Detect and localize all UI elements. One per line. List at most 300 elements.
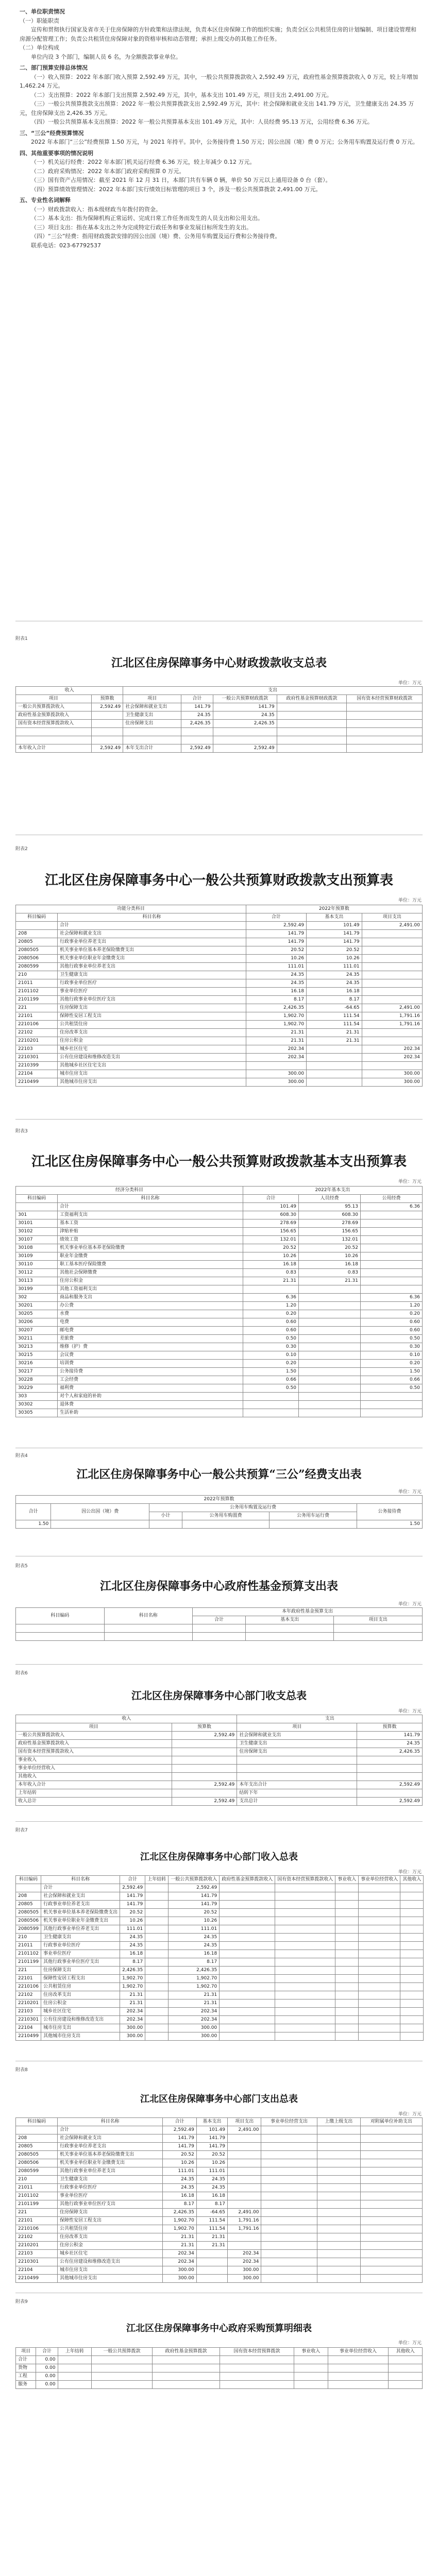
table-cell bbox=[389, 2381, 423, 2389]
column-header: 一般公共预算拨款 bbox=[92, 2348, 153, 2356]
table-row bbox=[16, 1773, 423, 1781]
unit-label: 单位：万元 bbox=[398, 2341, 422, 2346]
table-cell bbox=[360, 2275, 422, 2283]
table-cell: 2,592.49 bbox=[91, 703, 123, 711]
table-cell: 1,902.70 bbox=[120, 1983, 145, 1991]
divider bbox=[15, 1664, 423, 1665]
table-cell: 0.00 bbox=[36, 2372, 58, 2381]
table-cell bbox=[145, 1967, 169, 1975]
table-cell: 工程 bbox=[16, 2372, 36, 2381]
table-cell: 300.00 bbox=[169, 2032, 220, 2041]
table-cell bbox=[145, 1942, 169, 1950]
table-cell: 2080505 bbox=[16, 946, 58, 955]
table-cell: 22103 bbox=[16, 2250, 58, 2258]
table-cell bbox=[359, 1958, 400, 1967]
table-cell: 本年支出合计 bbox=[123, 744, 181, 753]
table-cell: 0.60 bbox=[360, 1327, 422, 1335]
table-cell bbox=[294, 2356, 328, 2364]
table-cell: 2,491.00 bbox=[362, 1004, 422, 1012]
table-cell: 30207 bbox=[16, 1327, 58, 1335]
table-9 bbox=[15, 2347, 423, 2389]
table-cell: 30302 bbox=[16, 1401, 58, 1409]
table-cell bbox=[360, 2200, 422, 2209]
table-cell: 生活补助 bbox=[58, 1409, 243, 1417]
table-cell: 其他行政事业单位养老支出 bbox=[41, 1925, 120, 1934]
table-cell bbox=[317, 2167, 360, 2176]
column-header: 其他收入 bbox=[389, 2348, 423, 2356]
table-row bbox=[16, 1376, 423, 1384]
column-header: 科目名称 bbox=[58, 1195, 243, 1203]
table-cell: 住房公积金 bbox=[41, 1999, 120, 2008]
table-row bbox=[16, 988, 423, 996]
table-cell bbox=[196, 2266, 227, 2275]
table-cell bbox=[227, 2192, 261, 2200]
table-cell: 城乡社区住宅 bbox=[41, 2008, 120, 2016]
table-cell bbox=[261, 2200, 317, 2209]
table-cell bbox=[145, 1925, 169, 1934]
table-cell bbox=[347, 711, 423, 720]
table-cell bbox=[152, 2356, 220, 2364]
table-cell: 141.79 bbox=[169, 1901, 220, 1909]
paragraph: 2022 年本部门“三公”经费预算 1.50 万元，与 2021 年持平。其中，公务接待费 1.50 万元；因公出国（境）费 0 万元；公务用车购置及运行费 0 万元。 bbox=[31, 139, 418, 145]
table-label: 附表6 bbox=[15, 1671, 28, 1676]
table-cell bbox=[335, 1901, 359, 1909]
table-cell bbox=[261, 2134, 317, 2143]
table-row bbox=[16, 2266, 423, 2275]
table-label: 附表9 bbox=[15, 2299, 28, 2304]
table-cell bbox=[360, 1401, 422, 1409]
table-cell: 其他工资福利支出 bbox=[58, 1285, 243, 1294]
table-cell bbox=[220, 2008, 275, 2016]
table-cell bbox=[245, 1624, 334, 1633]
table-cell bbox=[335, 1942, 359, 1950]
table-cell bbox=[400, 1967, 424, 1975]
table-cell: -64.65 bbox=[196, 2209, 227, 2217]
table-cell bbox=[220, 1917, 275, 1925]
table-cell bbox=[400, 1884, 424, 1892]
table-label: 附表4 bbox=[15, 1453, 28, 1459]
column-group-header: 2022年预算数 bbox=[16, 1496, 423, 1504]
table-cell bbox=[347, 720, 423, 728]
table-cell: 机关事业单位基本养老保险缴费支出 bbox=[58, 946, 246, 955]
table-cell: 邮电费 bbox=[58, 1327, 243, 1335]
column-header: 合计 bbox=[36, 2348, 58, 2356]
table-cell bbox=[16, 728, 92, 736]
table-row bbox=[16, 728, 423, 736]
table-cell bbox=[196, 2258, 227, 2266]
table-cell bbox=[275, 1892, 335, 1901]
table-cell bbox=[145, 1901, 169, 1909]
table-cell bbox=[359, 1884, 400, 1892]
table-cell bbox=[317, 2176, 360, 2184]
table-cell: 30228 bbox=[16, 1376, 58, 1384]
table-cell: 202.34 bbox=[246, 1045, 306, 1054]
table-cell bbox=[389, 2364, 423, 2372]
table-cell: 300.00 bbox=[227, 2275, 261, 2283]
table-cell: 公务接待费 bbox=[58, 1368, 243, 1376]
table-cell bbox=[335, 1934, 359, 1942]
table-cell: 0.83 bbox=[298, 1269, 360, 1277]
table-cell: 21011 bbox=[16, 1942, 41, 1950]
table-cell: 电费 bbox=[58, 1318, 243, 1327]
table-cell bbox=[58, 2381, 92, 2389]
unit-label: 单位：万元 bbox=[398, 1870, 422, 1875]
table-cell bbox=[220, 1934, 275, 1942]
section-heading: 五、专业性名词解释 bbox=[20, 197, 71, 204]
paragraph: （三）一般公共预算拨款支出预算：2022 年一般公共预算拨款支出 2,592.49 万元，其中：社会保障和就业支出 141.79 万元，卫生健康支出 24.35 万元，住房保障支出 2,426.35 万元。 bbox=[20, 100, 414, 116]
table-cell: 24.35 bbox=[169, 1934, 220, 1942]
table-cell bbox=[335, 1975, 359, 1983]
table-cell: 24.35 bbox=[357, 1740, 423, 1748]
table-cell: 其他收入 bbox=[16, 1773, 172, 1781]
table-cell bbox=[357, 1789, 423, 1798]
table-cell bbox=[145, 1983, 169, 1991]
table-cell: 111.01 bbox=[246, 963, 306, 971]
table-cell bbox=[360, 1269, 422, 1277]
table-title: 江北区住房保障事务中心一般公共预算财政拨款支出预算表 bbox=[44, 873, 393, 888]
table-cell: 0.20 bbox=[243, 1360, 298, 1368]
table-cell: 公共租赁住房 bbox=[58, 1021, 246, 1029]
table-row bbox=[16, 1958, 424, 1967]
table-cell: 0.10 bbox=[243, 1351, 298, 1360]
column-header: 预算数 bbox=[172, 1723, 237, 1732]
column-group-header: 经济分类科目 bbox=[16, 1187, 243, 1195]
table-cell: 1,791.16 bbox=[227, 2217, 261, 2225]
table-cell: 202.34 bbox=[120, 2008, 145, 2016]
table-cell bbox=[360, 1236, 422, 1244]
table-cell: 0.30 bbox=[243, 1343, 298, 1351]
table-cell: 300.00 bbox=[120, 2024, 145, 2032]
table-cell: 2101199 bbox=[16, 1958, 41, 1967]
table-cell bbox=[220, 1892, 275, 1901]
table-cell: 21.31 bbox=[196, 2242, 227, 2250]
table-cell bbox=[298, 1409, 360, 1417]
table-cell: 一般公共预算拨款收入 bbox=[16, 703, 92, 711]
table-cell: 141.79 bbox=[169, 1892, 220, 1901]
table-cell: 156.65 bbox=[298, 1228, 360, 1236]
table-cell: 一般公共预算拨款收入 bbox=[16, 1732, 172, 1740]
table-cell: 22101 bbox=[16, 2217, 58, 2225]
table-cell bbox=[277, 744, 346, 753]
table-cell: 0.50 bbox=[360, 1335, 422, 1343]
table-cell bbox=[357, 1773, 423, 1781]
table-cell: 机关事业单位职业年金缴费支出 bbox=[58, 955, 246, 963]
table-cell bbox=[359, 2024, 400, 2032]
table-cell: 合计 bbox=[41, 1884, 120, 1892]
table-cell: 0.20 bbox=[360, 1360, 422, 1368]
column-header: 一般公共预算拨款收入 bbox=[169, 1876, 220, 1884]
table-cell: 社会保障和就业支出 bbox=[58, 930, 246, 938]
table-cell: 0.10 bbox=[360, 1351, 422, 1360]
table-cell: 国有资本经营预算拨款收入 bbox=[16, 720, 92, 728]
table-cell bbox=[237, 1756, 357, 1765]
table-cell: 国有资本经营预算拨款收入 bbox=[16, 1748, 172, 1756]
table-cell: 0.66 bbox=[360, 1376, 422, 1384]
table-cell: 津贴补贴 bbox=[58, 1228, 243, 1236]
table-cell bbox=[360, 2184, 422, 2192]
table-cell: 30217 bbox=[16, 1368, 58, 1376]
table-cell: 30213 bbox=[16, 1343, 58, 1351]
table-cell bbox=[277, 711, 346, 720]
table-cell: 事业单位医疗 bbox=[41, 1950, 120, 1958]
table-cell: 2,592.49 bbox=[91, 744, 123, 753]
table-row bbox=[16, 1062, 423, 1070]
table-cell: 住房公积金 bbox=[58, 1277, 243, 1285]
table-row bbox=[16, 2258, 423, 2266]
table-row bbox=[16, 711, 423, 720]
divider bbox=[15, 1119, 423, 1120]
table-row bbox=[16, 1991, 424, 1999]
table-cell: 住房保障支出 bbox=[41, 1967, 120, 1975]
table-row bbox=[16, 703, 423, 711]
table-cell bbox=[261, 2143, 317, 2151]
table-row bbox=[16, 1318, 423, 1327]
table-cell: 合计 bbox=[58, 1203, 243, 1211]
table-cell bbox=[261, 2209, 317, 2217]
table-cell: 208 bbox=[16, 1892, 41, 1901]
column-header: 公务用车购置费 bbox=[182, 1512, 269, 1520]
table-cell: 202.34 bbox=[227, 2258, 261, 2266]
table-cell bbox=[58, 2372, 92, 2381]
table-cell bbox=[58, 2356, 92, 2364]
table-cell: 2,426.35 bbox=[169, 1967, 220, 1975]
table-cell: 2,592.49 bbox=[181, 744, 213, 753]
table-cell bbox=[16, 922, 58, 930]
table-row bbox=[16, 946, 423, 955]
table-cell bbox=[145, 1909, 169, 1917]
table-cell: 141.79 bbox=[307, 938, 362, 946]
table-cell: 社会保障和就业支出 bbox=[237, 1732, 357, 1740]
table-8 bbox=[15, 2117, 423, 2283]
table-cell bbox=[58, 2364, 92, 2372]
column-header: 科目名称 bbox=[41, 1876, 120, 1884]
unit-label: 单位：万元 bbox=[398, 2112, 422, 2117]
table-cell bbox=[360, 1252, 422, 1261]
column-header: 科目编码 bbox=[16, 2118, 58, 2126]
section-heading: 一、单位职责情况 bbox=[20, 8, 65, 15]
table-cell bbox=[220, 1967, 275, 1975]
table-cell: 30206 bbox=[16, 1318, 58, 1327]
table-cell: 事业单位医疗 bbox=[58, 988, 246, 996]
table-cell bbox=[317, 2233, 360, 2242]
column-header: 合计 bbox=[193, 1616, 246, 1624]
table-cell bbox=[328, 2364, 389, 2372]
table-cell bbox=[294, 2381, 328, 2389]
table-cell bbox=[360, 2151, 422, 2159]
table-cell: 608.30 bbox=[298, 1211, 360, 1219]
table-cell bbox=[298, 1302, 360, 1310]
table-cell: 2,426.35 bbox=[213, 720, 277, 728]
table-cell: 本年支出合计 bbox=[237, 1781, 357, 1789]
table-cell: 2080599 bbox=[16, 963, 58, 971]
table-cell: 30211 bbox=[16, 1335, 58, 1343]
table-cell: 0.30 bbox=[360, 1343, 422, 1351]
table-cell bbox=[243, 1393, 298, 1401]
table-cell bbox=[360, 1219, 422, 1228]
table-5 bbox=[15, 1607, 423, 1641]
column-header: 科目编码 bbox=[16, 1195, 58, 1203]
table-row bbox=[16, 2233, 423, 2242]
table-cell bbox=[152, 2372, 220, 2381]
table-row bbox=[16, 2242, 423, 2250]
table-cell bbox=[359, 1999, 400, 2008]
table-row bbox=[16, 1211, 423, 1219]
table-cell: 1,902.70 bbox=[163, 2217, 197, 2225]
table-cell bbox=[145, 2024, 169, 2032]
table-cell bbox=[359, 1892, 400, 1901]
table-title: 江北区住房保障事务中心政府采购预算明细表 bbox=[126, 2323, 312, 2334]
table-cell bbox=[360, 2225, 422, 2233]
paragraph: （四）一般公共预算基本支出预算：2022 年一般公共预算基本支出 101.49 万元，其中：人员经费 95.13 万元，公用经费 6.36 万元。 bbox=[31, 118, 373, 125]
table-cell: 1,902.70 bbox=[120, 1975, 145, 1983]
table-cell: 2,426.35 bbox=[120, 1967, 145, 1975]
table-cell bbox=[145, 1999, 169, 2008]
table-cell: 公共租赁住房 bbox=[41, 1983, 120, 1991]
table-row bbox=[16, 1789, 423, 1798]
table-cell bbox=[317, 2250, 360, 2258]
table-cell: 111.01 bbox=[196, 2167, 227, 2176]
table-cell bbox=[220, 1999, 275, 2008]
table-cell: 上年结转 bbox=[16, 1789, 172, 1798]
column-group-header: 2022年预算数 bbox=[246, 905, 422, 913]
table-cell: 2,491.00 bbox=[227, 2126, 261, 2134]
table-cell bbox=[347, 728, 423, 736]
table-cell bbox=[16, 1884, 41, 1892]
table-cell bbox=[145, 2032, 169, 2041]
table-cell: 0.00 bbox=[36, 2356, 58, 2364]
table-cell bbox=[145, 1917, 169, 1925]
budget-explanation-text bbox=[20, 5, 419, 250]
table-cell: 合计 bbox=[58, 922, 246, 930]
table-cell bbox=[275, 1917, 335, 1925]
table-row bbox=[16, 2151, 423, 2159]
table-cell bbox=[335, 2008, 359, 2016]
table-cell bbox=[16, 2126, 58, 2134]
table-cell: 会议费 bbox=[58, 1351, 243, 1360]
table-row bbox=[16, 1884, 424, 1892]
table-cell bbox=[317, 2184, 360, 2192]
table-cell bbox=[317, 2266, 360, 2275]
table-cell: 住房保障支出 bbox=[58, 2209, 163, 2217]
table-row bbox=[16, 1269, 423, 1277]
table-row bbox=[16, 1967, 424, 1975]
subsection-heading: （二）单位构成 bbox=[20, 44, 59, 51]
table-cell bbox=[277, 703, 346, 711]
table-cell: 111.54 bbox=[307, 1012, 362, 1021]
table-cell: 300.00 bbox=[169, 2024, 220, 2032]
table-cell: 政府性基金预算拨款收入 bbox=[16, 711, 92, 720]
table-cell: 16.18 bbox=[246, 988, 306, 996]
table-cell: 2210201 bbox=[16, 1037, 58, 1045]
table-cell: 10.26 bbox=[307, 955, 362, 963]
table-cell bbox=[261, 2233, 317, 2242]
table-cell bbox=[335, 1909, 359, 1917]
table-cell: 111.01 bbox=[169, 1925, 220, 1934]
table-cell: 300.00 bbox=[163, 2266, 197, 2275]
table-cell bbox=[196, 2250, 227, 2258]
table-cell: 公有住房建设和维修改造支出 bbox=[58, 2258, 163, 2266]
table-cell: 住房改革支出 bbox=[58, 1029, 246, 1037]
column-header: 国有资本经营预算拨款 bbox=[220, 2348, 294, 2356]
table-row bbox=[16, 1748, 423, 1756]
table-cell bbox=[275, 1884, 335, 1892]
table-cell bbox=[317, 2159, 360, 2167]
column-header: 事业收入 bbox=[335, 1876, 359, 1884]
table-cell: 303 bbox=[16, 1393, 58, 1401]
table-cell bbox=[362, 946, 422, 955]
table-cell: 21.31 bbox=[163, 2233, 197, 2242]
table-cell: 221 bbox=[16, 1967, 41, 1975]
column-header: 政府性基金预算拨款 bbox=[152, 2348, 220, 2356]
column-group-header: 收入 bbox=[16, 1715, 237, 1723]
table-cell: 2,592.49 bbox=[172, 1732, 237, 1740]
table-row bbox=[16, 1756, 423, 1765]
subsection-heading: （一）职能职责 bbox=[20, 17, 59, 24]
table-cell bbox=[360, 2266, 422, 2275]
table-cell: 20.52 bbox=[246, 946, 306, 955]
table-cell bbox=[92, 2364, 153, 2372]
table-cell: 300.00 bbox=[362, 1078, 422, 1087]
table-cell: 16.18 bbox=[196, 2192, 227, 2200]
table-cell: 2210499 bbox=[16, 1078, 58, 1087]
table-cell bbox=[360, 2250, 422, 2258]
table-cell bbox=[243, 1285, 298, 1294]
table-cell: 2101199 bbox=[16, 996, 58, 1004]
table-cell: 300.00 bbox=[362, 1070, 422, 1078]
table-cell: 208 bbox=[16, 2134, 58, 2143]
table-row bbox=[16, 1029, 423, 1037]
table-cell: 0.60 bbox=[243, 1318, 298, 1327]
table-cell: 支出总计 bbox=[237, 1798, 357, 1806]
table-cell bbox=[335, 1925, 359, 1934]
table-row bbox=[16, 736, 423, 744]
table-cell: 其他城市住房支出 bbox=[58, 2275, 163, 2283]
table-cell: 退休费 bbox=[58, 1401, 243, 1409]
table-cell bbox=[359, 1917, 400, 1925]
table-cell: 300.00 bbox=[163, 2275, 197, 2283]
table-cell bbox=[400, 2008, 424, 2016]
table-cell: 2,426.35 bbox=[181, 720, 213, 728]
unit-label: 单位：万元 bbox=[398, 681, 422, 686]
table-row bbox=[16, 2024, 424, 2032]
table-cell: 111.54 bbox=[196, 2217, 227, 2225]
table-cell: 2210106 bbox=[16, 1021, 58, 1029]
table-cell bbox=[298, 1343, 360, 1351]
table-cell bbox=[359, 1991, 400, 1999]
table-cell: 20.52 bbox=[298, 1244, 360, 1252]
table-cell bbox=[360, 2159, 422, 2167]
table-row bbox=[16, 1021, 423, 1029]
table-cell bbox=[317, 2143, 360, 2151]
table-cell bbox=[196, 2275, 227, 2283]
table-cell bbox=[298, 1401, 360, 1409]
table-cell: 维修（护）费 bbox=[58, 1343, 243, 1351]
table-cell: 141.79 bbox=[246, 938, 306, 946]
table-cell bbox=[359, 2016, 400, 2024]
table-cell: 1,791.16 bbox=[227, 2225, 261, 2233]
table-cell: 卫生健康支出 bbox=[58, 971, 246, 979]
table-cell bbox=[220, 2024, 275, 2032]
table-cell bbox=[220, 2032, 275, 2041]
table-cell: 301 bbox=[16, 1211, 58, 1219]
table-cell bbox=[360, 2209, 422, 2217]
table-cell bbox=[362, 971, 422, 979]
table-cell bbox=[335, 1884, 359, 1892]
table-cell bbox=[298, 1384, 360, 1393]
table-cell bbox=[335, 2016, 359, 2024]
table-cell bbox=[400, 1892, 424, 1901]
table-cell bbox=[261, 2217, 317, 2225]
